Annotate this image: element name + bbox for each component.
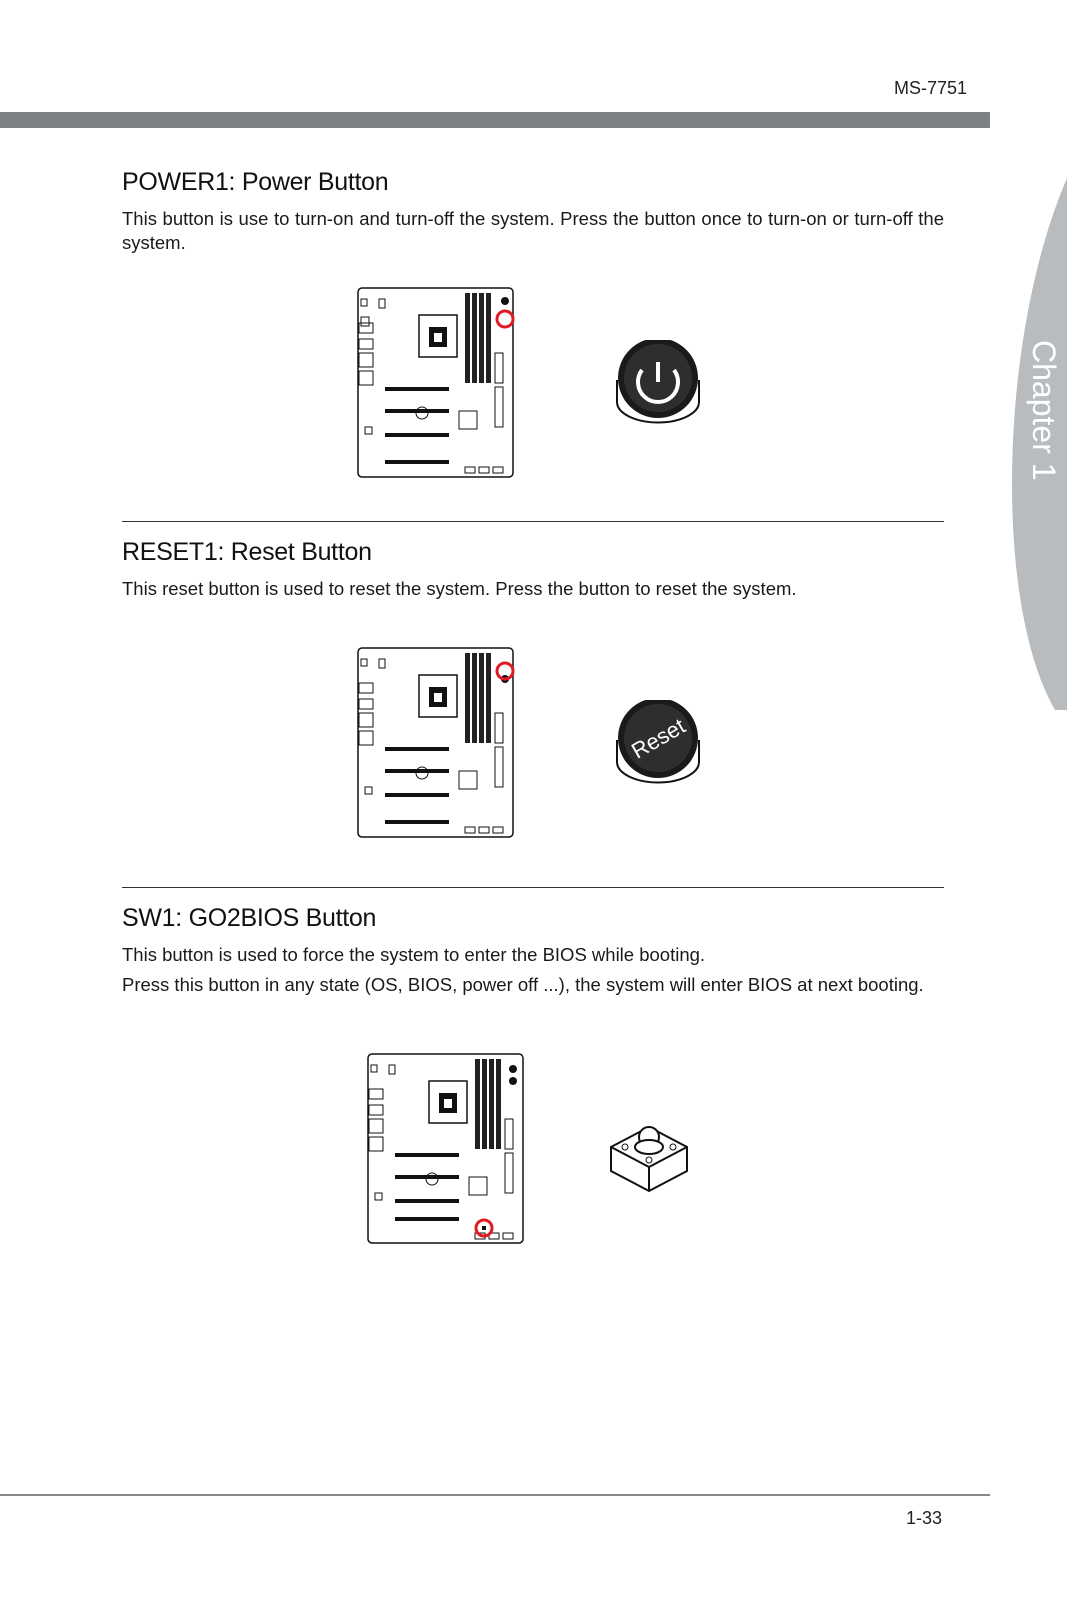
section-reset-button <box>122 538 944 601</box>
go2bios-button-icon <box>607 1113 691 1197</box>
reset-button-label: Reset <box>627 713 690 764</box>
header-bar <box>0 112 990 128</box>
section-title: SW1: GO2BIOS Button <box>122 904 377 932</box>
chapter-label: Chapter 1 <box>1026 340 1062 481</box>
section-power-button <box>122 168 944 255</box>
section-divider <box>122 521 944 522</box>
section-paragraph: This button is used to force the system to enter the BIOS while booting. <box>122 944 706 965</box>
page-number: 1-33 <box>905 1508 942 1528</box>
model-number: MS-7751 <box>893 78 967 98</box>
section-paragraph: This reset button is used to reset the system. Press the button to reset the system. <box>122 578 797 599</box>
reset-button-icon <box>612 700 704 788</box>
motherboard-diagram <box>367 1053 525 1245</box>
motherboard-diagram <box>357 287 515 479</box>
footer-rule <box>0 1494 990 1496</box>
section-divider <box>122 887 944 888</box>
section-paragraph: This button is use to turn-on and turn-off the system. Press the button once to turn-on or turn-off the system. <box>122 208 944 253</box>
section-go2bios-button <box>122 904 944 997</box>
power-button-icon <box>612 340 704 428</box>
section-title: RESET1: Reset Button <box>122 538 372 566</box>
section-paragraph: Press this button in any state (OS, BIOS, power off ...), the system will enter BIOS at next booting. <box>122 974 924 995</box>
motherboard-diagram <box>357 647 515 839</box>
section-title: POWER1: Power Button <box>122 168 389 196</box>
